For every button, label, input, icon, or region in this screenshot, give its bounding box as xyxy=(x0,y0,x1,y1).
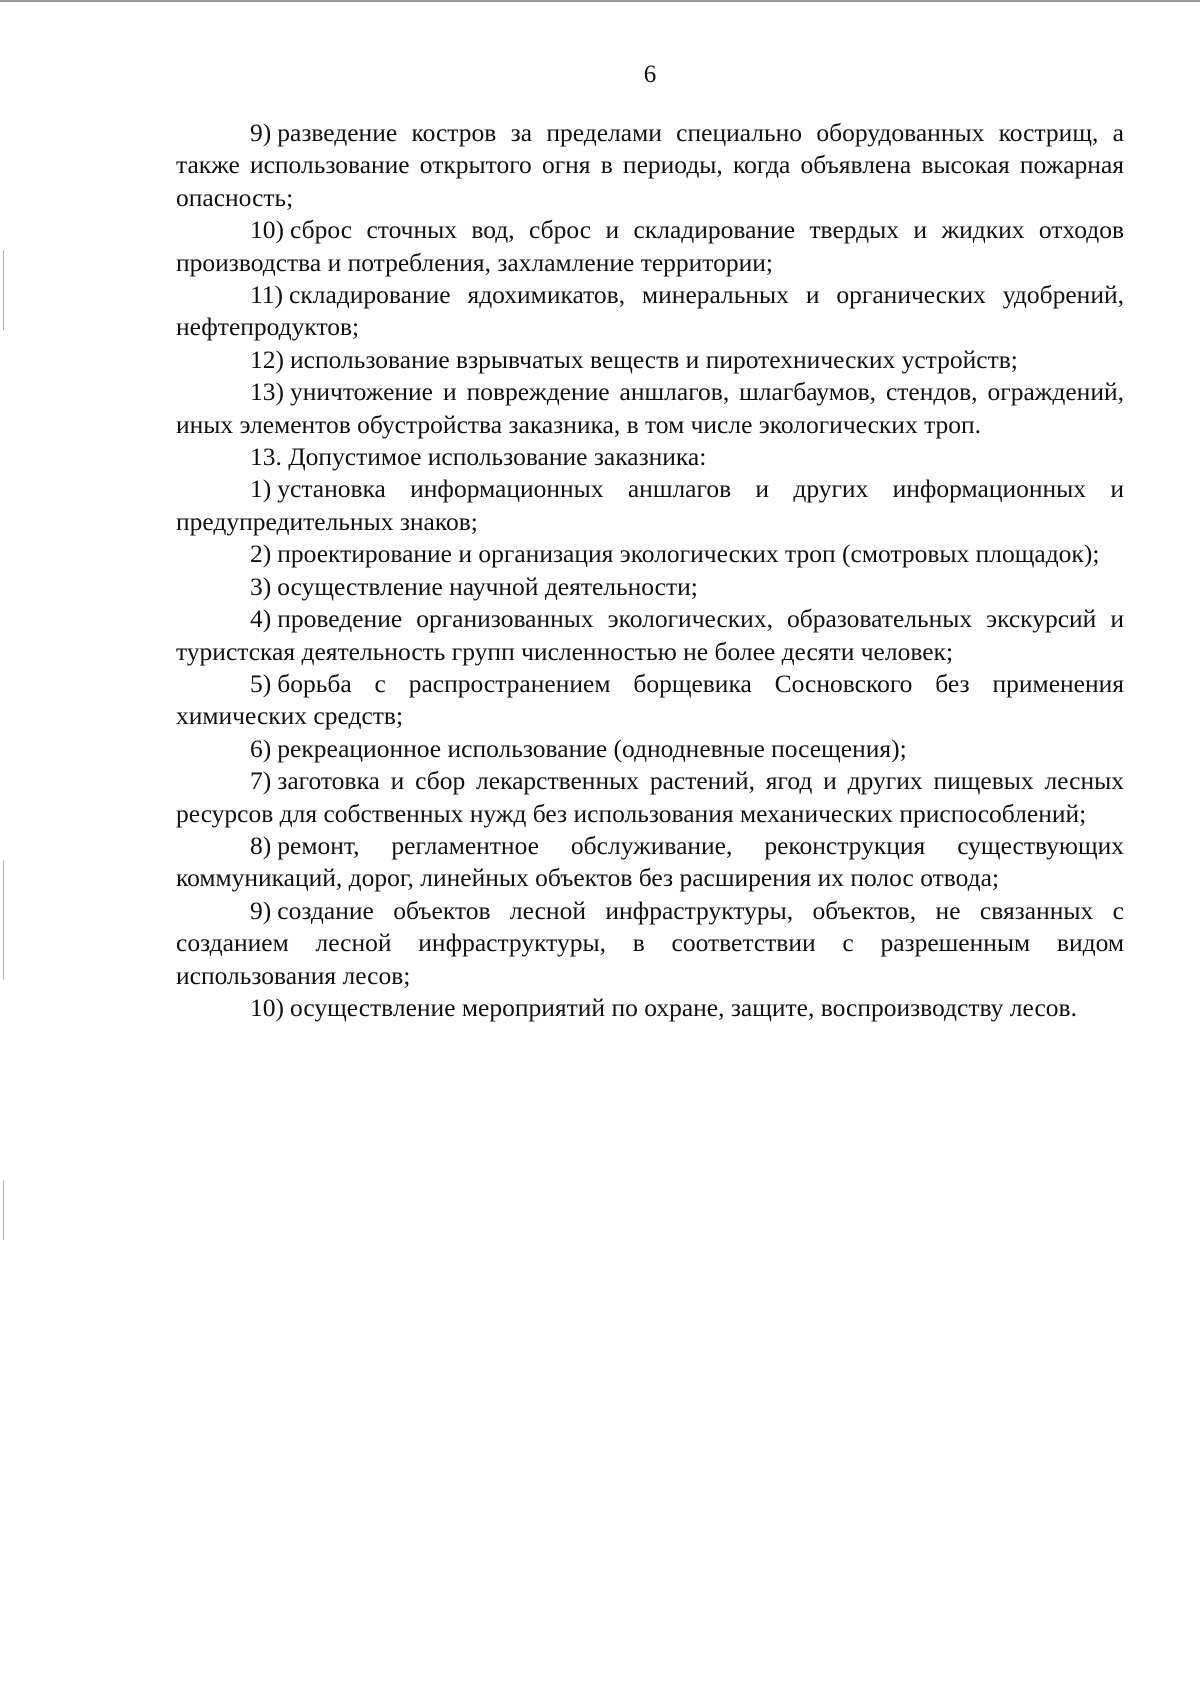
list-marker: 3) xyxy=(250,571,272,601)
allowed-item-4 xyxy=(176,603,1124,668)
allowed-item-5 xyxy=(176,668,1124,733)
allowed-item-10 xyxy=(176,992,1124,1024)
scan-top-edge xyxy=(0,0,1200,2)
list-marker: 13) xyxy=(250,377,284,407)
list-item-text: проведение организованных экологических, образовательных экскурсий и туристская деятельность групп численностью не более десяти человек; xyxy=(176,604,1124,666)
list-marker: 6) xyxy=(250,733,272,763)
document-body xyxy=(176,117,1124,1024)
list-item-text: разведение костров за пределами специально оборудованных кострищ, а также использование открытого огня в периоды, когда объявлена высокая пожарная опасность; xyxy=(176,118,1124,212)
allowed-item-2 xyxy=(176,538,1124,570)
list-marker: 2) xyxy=(250,539,272,569)
list-marker: 9) xyxy=(250,895,272,925)
list-marker: 1) xyxy=(250,474,272,504)
list-marker: 4) xyxy=(250,604,272,634)
allowed-item-6 xyxy=(176,733,1124,765)
prohibited-item-12 xyxy=(176,344,1124,376)
list-item-text: складирование ядохимикатов, минеральных и органических удобрений, нефтепродуктов; xyxy=(176,280,1124,342)
allowed-item-3 xyxy=(176,571,1124,603)
list-marker: 5) xyxy=(250,668,272,698)
list-marker: 10) xyxy=(250,992,284,1022)
allowed-item-1 xyxy=(176,473,1124,538)
list-marker: 11) xyxy=(250,280,284,310)
page-number: 6 xyxy=(643,61,657,88)
list-marker: 9) xyxy=(250,118,272,147)
list-marker: 8) xyxy=(250,830,272,860)
list-item-text: осуществление научной деятельности; xyxy=(277,571,698,601)
scan-artifact-left-3 xyxy=(3,1180,4,1240)
list-item-text: проектирование и организация экологических троп (смотровых площадок); xyxy=(277,539,1100,569)
list-marker: 7) xyxy=(250,766,272,796)
list-item-text: использование взрывчатых веществ и пиротехнических устройств; xyxy=(290,344,1018,374)
allowed-item-8 xyxy=(176,830,1124,895)
section-heading: 13. Допустимое использование заказника: xyxy=(250,442,707,472)
list-item-text: борьба с распространением борщевика Сосновского без применения химических средств; xyxy=(176,668,1124,731)
list-item-text: осуществление мероприятий по охране, защите, воспроизводству лесов. xyxy=(290,992,1077,1022)
prohibited-item-9 xyxy=(176,117,1124,214)
list-marker: 10) xyxy=(250,215,284,245)
list-item-text: создание объектов лесной инфраструктуры, объектов, не связанных с созданием лесной инфраструктуры, в соответствии с разрешенным видом использования лесов; xyxy=(176,895,1124,990)
list-item-text: рекреационное использование (однодневные посещения); xyxy=(277,733,907,763)
list-item-text: установка информационных аншлагов и других информационных и предупредительных знаков; xyxy=(176,474,1124,536)
list-item-text: сброс сточных вод, сброс и складирование твердых и жидких отходов производства и потребления, захламление территории; xyxy=(176,215,1124,277)
allowed-item-9 xyxy=(176,895,1124,992)
scan-artifact-left-1 xyxy=(3,250,4,330)
allowed-item-7 xyxy=(176,765,1124,830)
prohibited-item-10 xyxy=(176,214,1124,279)
list-marker: 12) xyxy=(250,344,284,374)
prohibited-item-13 xyxy=(176,376,1124,441)
scan-artifact-left-2 xyxy=(3,860,4,980)
list-item-text: уничтожение и повреждение аншлагов, шлагбаумов, стендов, ограждений, иных элементов обустройства заказника, в том числе экологических троп. xyxy=(176,377,1124,439)
list-item-text: ремонт, регламентное обслуживание, реконструкция существующих коммуникаций, дорог, линейных объектов без расширения их полос отвода; xyxy=(176,830,1124,893)
list-item-text: заготовка и сбор лекарственных растений, ягод и других пищевых лесных ресурсов для собственных нужд без использования механических приспособлений; xyxy=(176,766,1124,828)
prohibited-item-11 xyxy=(176,279,1124,344)
